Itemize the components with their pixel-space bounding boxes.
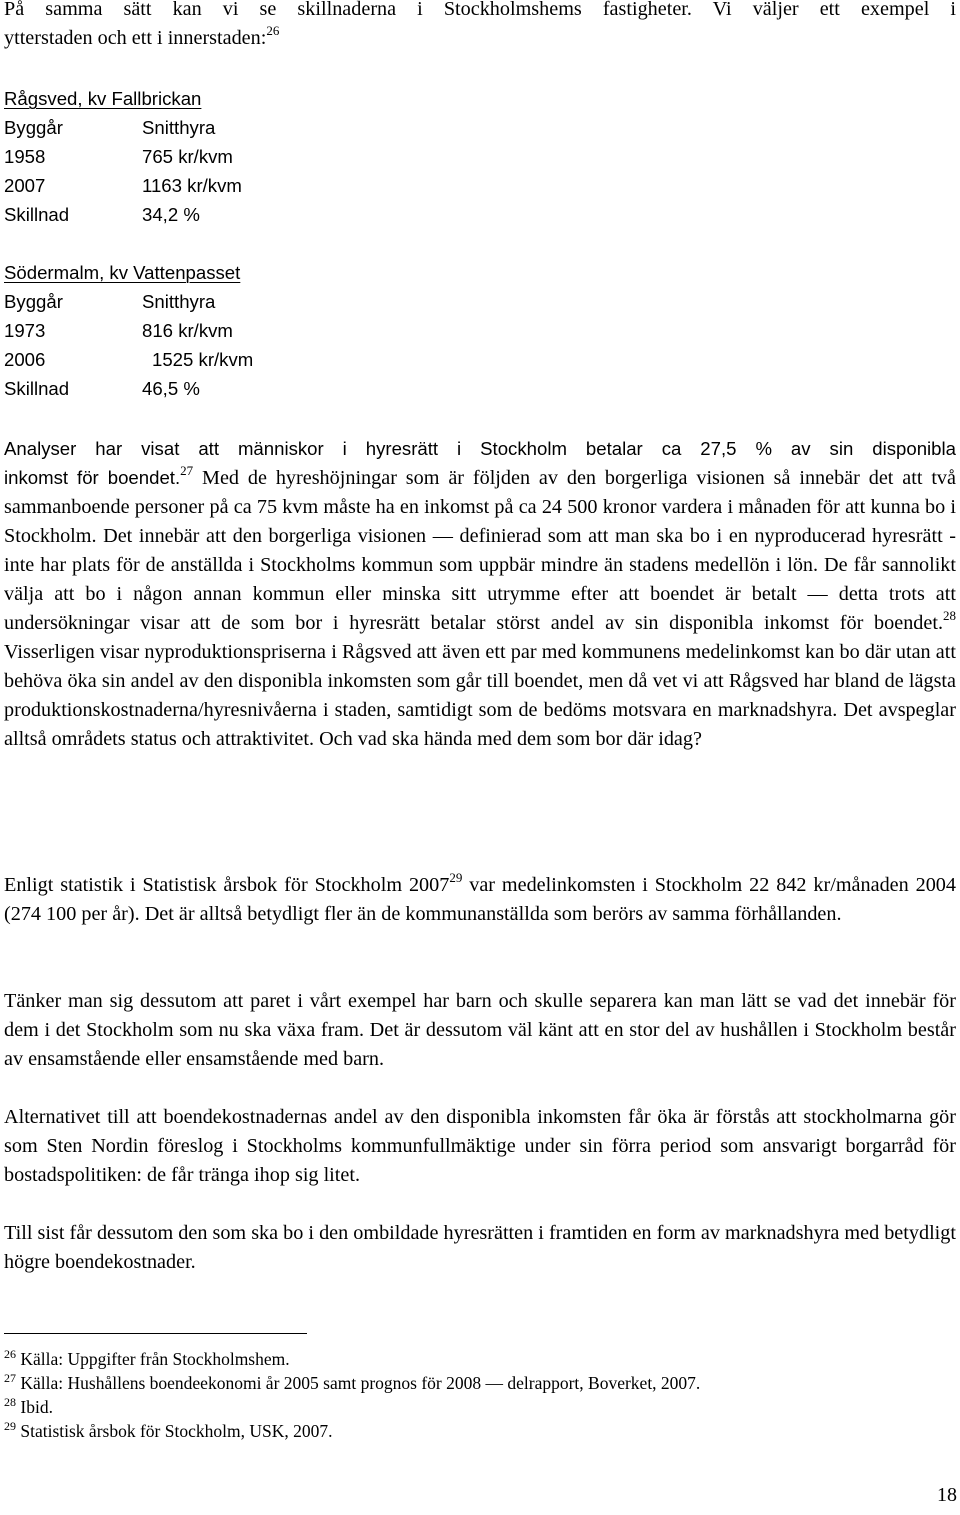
example2-heading-text: Södermalm, kv Vattenpasset [4, 262, 241, 283]
footnote-ref-27[interactable]: 27 [180, 463, 194, 478]
footnote-number: 27 [4, 1371, 16, 1385]
footnote-29 [4, 1420, 956, 1442]
example2-row-value: 46,5 % [142, 378, 200, 399]
para1-line-1 [4, 434, 956, 463]
example1-header-col1: Byggår [4, 117, 63, 138]
example1-row-label: Skillnad [4, 204, 70, 225]
footnote-ref-29[interactable]: 29 [449, 870, 463, 885]
example2-row-year: 1973 [4, 320, 46, 341]
intro-line-2-text: ytterstaden och ett i innerstaden: [4, 27, 267, 49]
example2-row [4, 316, 344, 345]
para1-text-a: Med de hyreshöjningar som är följden av den borgerliga visionen så innebär det att två sammanboende personer på ca 75 kvm måste ha en inkomst på ca 24 500 kronor vardera i månaden för att kunna bo i Stockholm. Det innebär att den borgerliga visionen — definierad som att man ska bo i en nyproducerad hyresrätt - inte har plats för de anställda i Stockholms kommun som uppbär mindre än stadens medellön i lön. De får sannolikt välja att bo i någon annan kommun eller minska sitt utrymme efter att boendet är betalt — detta trots att undersökningar visar att de som bor i hyresrätt betalar störst andel av sin disponibla inkomst för boendet. [4, 467, 956, 634]
example2-heading [4, 258, 956, 287]
example2-row [4, 345, 344, 374]
footnote-text: Källa: Hushållens boendeekonomi år 2005 samt prognos för 2008 — delrapport, Boverket, 2007. [16, 1373, 701, 1393]
example2-row-label: Skillnad [4, 378, 70, 399]
para4 [4, 1103, 956, 1190]
para5 [4, 1219, 956, 1277]
intro-line-1-text: På samma sätt kan vi se skillnaderna i Stockholmshems fastigheter. Vi väljer ett exempel i [4, 0, 956, 20]
footnote-ref-28[interactable]: 28 [943, 608, 956, 623]
example1-row-year: 2007 [4, 175, 46, 196]
footnote-text: Ibid. [16, 1397, 53, 1417]
example1-row-value: 765 kr/kvm [142, 146, 233, 167]
footnote-separator [4, 1333, 307, 1334]
footnote-27 [4, 1372, 956, 1394]
example1-header-row [4, 113, 344, 142]
example1-row [4, 171, 344, 200]
example1-header-col2: Snitthyra [142, 117, 216, 138]
para2 [4, 871, 956, 929]
para1-text-b: Visserligen visar nyproduktionspriserna i Rågsved att även ett par med kommunens medelinkomst kan bo där utan att behöva öka sin andel av den disponibla inkomsten som går till boendet, men då vet vi att Rågsved har bland de lägsta produktionskostnaderna/hyresnivåerna i staden, samtidigt som de bedöms motsvara en marknadshyra. Det avspeglar alltså områdets status och attraktivitet. Och vad ska hända med dem som bor där idag? [4, 641, 956, 750]
footnote-number: 26 [4, 1347, 16, 1361]
example1-heading-text: Rågsved, kv Fallbrickan [4, 88, 202, 109]
page-number: 18 [937, 1484, 957, 1506]
footnote-text: Källa: Uppgifter från Stockholmshem. [16, 1349, 290, 1369]
example1-heading [4, 84, 956, 113]
intro-line-1 [4, 0, 956, 24]
footnote-text: Statistisk årsbok för Stockholm, USK, 2007. [16, 1421, 333, 1441]
example2-header-col1: Byggår [4, 291, 63, 312]
example1-row-value: 1163 kr/kvm [142, 175, 242, 196]
para1-body [4, 463, 956, 754]
example2-row-year: 2006 [4, 349, 46, 370]
example1-row [4, 200, 344, 229]
intro-line-2 [4, 24, 956, 53]
para1-line-1-text: Analyser har visat att människor i hyresrätt i Stockholm betalar ca 27,5 % av sin disponibla [4, 438, 956, 459]
para5-text: Till sist får dessutom den som ska bo i den ombildade hyresrätten i framtiden en form av marknadshyra med betydligt högre boendekostnader. [4, 1222, 956, 1273]
para2-text-a: Enligt statistik i Statistisk årsbok för Stockholm 2007 [4, 874, 450, 896]
para4-text: Alternativet till att boendekostnadernas andel av den disponibla inkomsten får öka är förstås att stockholmarna gör som Sten Nordin föreslog i Stockholms kommunfullmäktige under sin förra period som ansvarigt borgarråd för bostadspolitiken: de får tränga ihop sig litet. [4, 1106, 956, 1186]
example2-header-row [4, 287, 344, 316]
footnote-26 [4, 1348, 956, 1370]
para1-sans-lead: inkomst för boendet. [4, 467, 181, 488]
footnote-number: 28 [4, 1395, 16, 1409]
example2-header-col2: Snitthyra [142, 291, 216, 312]
para3-text: Tänker man sig dessutom att paret i vårt exempel har barn och skulle separera kan man lätt se vad det innebär för dem i det Stockholm som nu ska växa fram. Det är dessutom väl känt att en stor del av hushållen i Stockholm består av ensamstående eller ensamstående med barn. [4, 990, 956, 1070]
example1-row-year: 1958 [4, 146, 46, 167]
footnote-ref-26[interactable]: 26 [266, 23, 280, 38]
example2-row-value: 1525 kr/kvm [152, 349, 254, 370]
example2-row-value: 816 kr/kvm [142, 320, 233, 341]
footnote-28 [4, 1396, 956, 1418]
para3 [4, 987, 956, 1074]
example2-row [4, 374, 344, 403]
example1-row-value: 34,2 % [142, 204, 200, 225]
para2-text-b: var medelinkomsten i Stockholm 22 842 kr/månaden 2004 (274 100 per år). Det är alltså betydligt fler än de kommunanställda som berörs av samma förhållanden. [4, 874, 956, 925]
footnote-number: 29 [4, 1419, 16, 1433]
example1-row [4, 142, 344, 171]
